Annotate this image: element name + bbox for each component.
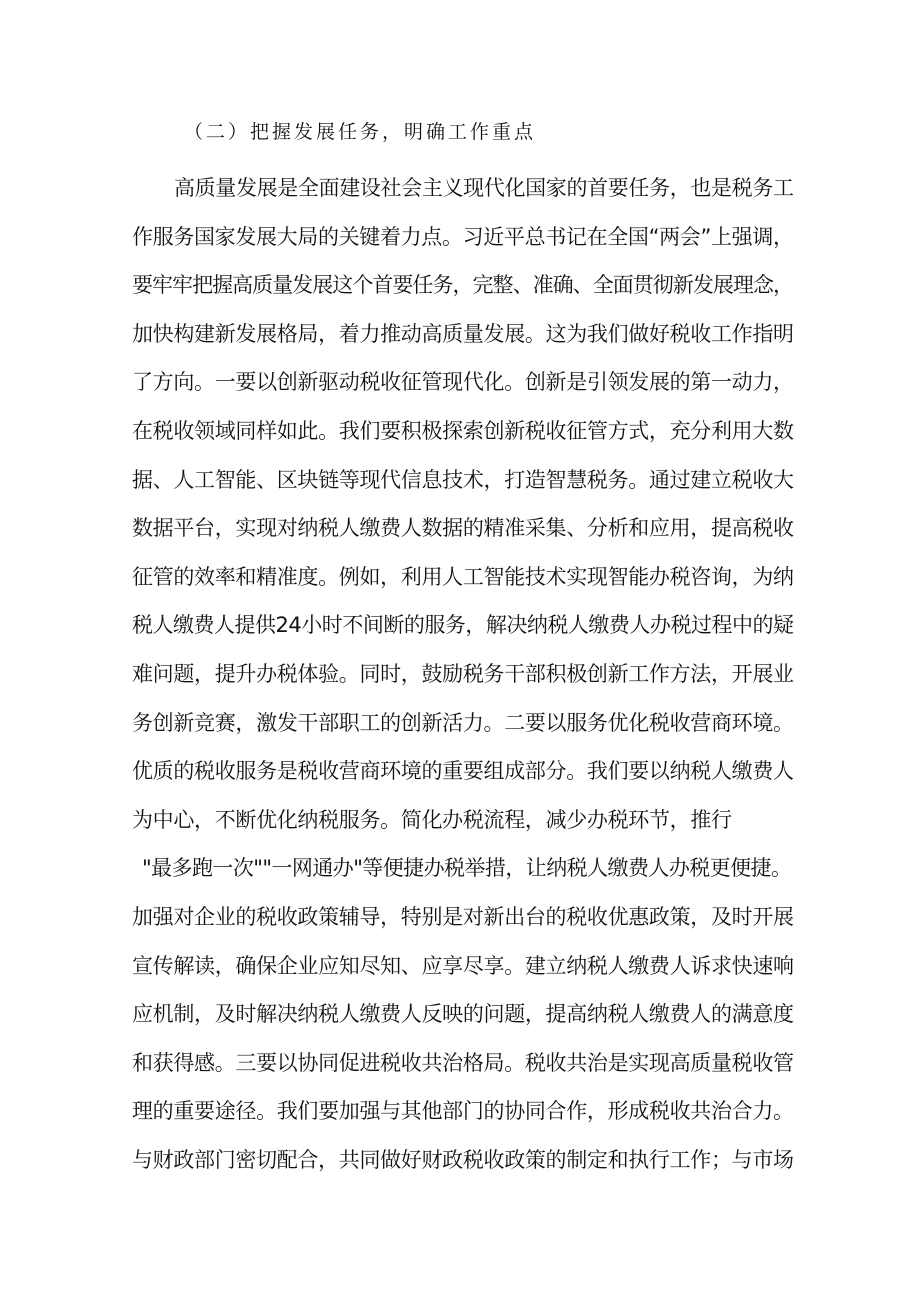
text-line: 加强对企业的税收政策辅导，特别是对新出台的税收优惠政策，及时开展 <box>132 905 794 929</box>
text-line: 加快构建新发展格局，着力推动高质量发展。这为我们做好税收工作指明 <box>132 321 794 346</box>
text-line: 宣传解读，确保企业应知尽知、应享尽享。建立纳税人缴费人诉求快速响 <box>132 953 794 978</box>
text-line: 数据平台，实现对纳税人缴费人数据的精准采集、分析和应用，提高税收 <box>132 516 794 541</box>
text-line: 据、人工智能、区块链等现代信息技术，打造智慧税务。通过建立税收大 <box>132 467 794 492</box>
text-line: 应机制，及时解决纳税人缴费人反映的问题，提高纳税人缴费人的满意度 <box>132 1002 794 1027</box>
text-line: 理的重要途径。我们要加强与其他部门的协同合作，形成税收共治合力。 <box>132 1099 794 1124</box>
text-line: 了方向。一要以创新驱动税收征管现代化。创新是引领发展的第一动力， <box>132 370 794 395</box>
text-line: 征管的效率和精准度。例如，利用人工智能技术实现智能办税咨询，为纳 <box>132 564 794 589</box>
text-line: "最多跑一次""一网通办"等便捷办税举措，让纳税人缴费人办税更便捷。 <box>142 856 792 881</box>
text-line: 为中心，不断优化纳税服务。简化办税流程，减少办税环节，推行 <box>132 807 732 832</box>
text-line: 作服务国家发展大局的关键着力点。习近平总书记在全国“两会”上强调， <box>132 224 794 249</box>
text-line: 难问题，提升办税体验。同时，鼓励税务干部积极创新工作方法，开展业 <box>132 662 794 686</box>
text-line: 高质量发展是全面建设社会主义现代化国家的首要任务，也是税务工 <box>174 176 794 200</box>
text-line: 与财政部门密切配合，共同做好财政税收政策的制定和执行工作；与市场 <box>132 1148 794 1172</box>
text-line: 在税收领域同样如此。我们要积极探索创新税收征管方式，充分利用大数 <box>132 419 794 443</box>
text-line: 要牢牢把握高质量发展这个首要任务，完整、准确、全面贯彻新发展理念， <box>132 273 794 298</box>
text-line: 务创新竞赛，激发干部职工的创新活力。二要以服务优化税收营商环境。 <box>132 710 794 735</box>
text-line: 优质的税收服务是税收营商环境的重要组成部分。我们要以纳税人缴费人 <box>132 759 794 784</box>
text-line: 和获得感。三要以协同促进税收共治格局。税收共治是实现高质量税收管 <box>132 1050 794 1075</box>
text-line: 税人缴费人提供24小时不间断的服务，解决纳税人缴费人办税过程中的疑 <box>132 613 794 638</box>
section-heading: （二）把握发展任务，明确工作重点 <box>184 121 537 143</box>
